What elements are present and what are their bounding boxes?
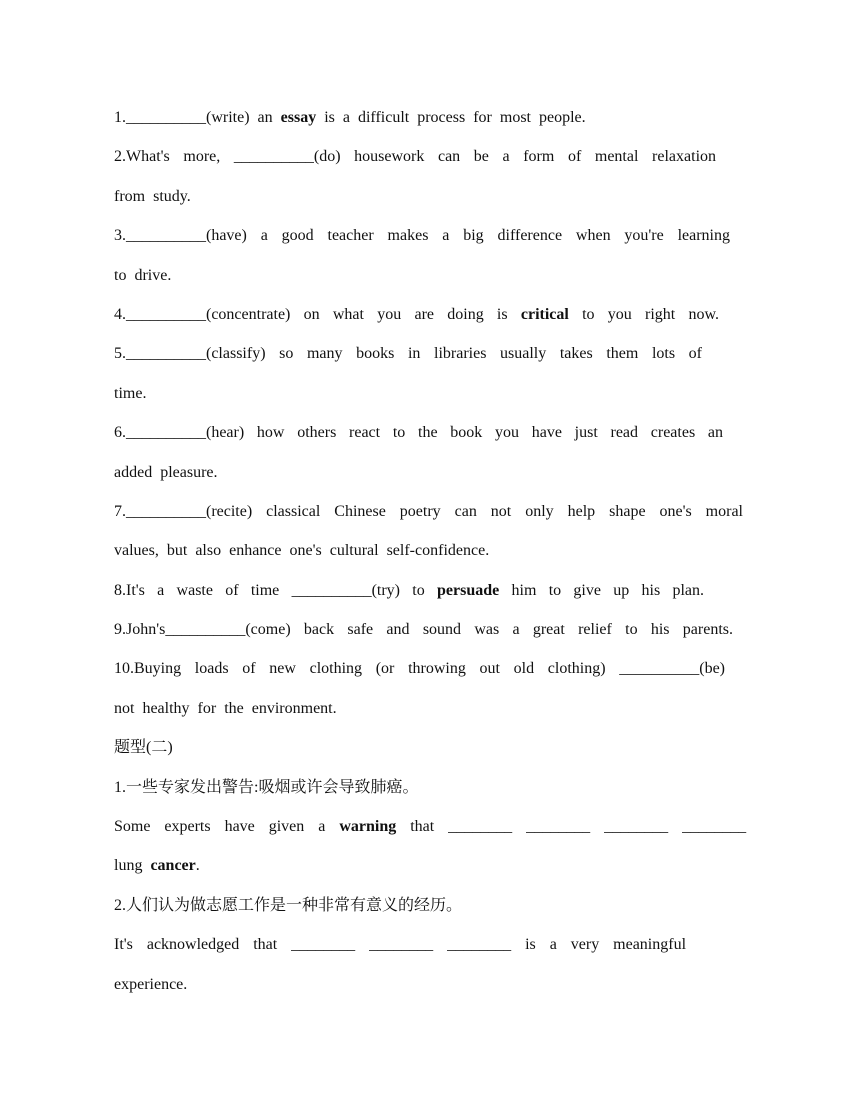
q1-hint: (write) [206,109,250,126]
q4-text-pre: (concentrate) on what you are doing is [206,305,508,323]
question-8 [114,571,704,610]
t1-chinese-sentence: 1.一些专家发出警告:吸烟或许会导致肺癌。 [114,778,419,796]
question-3-line-2 [114,256,746,295]
question-7-line-2 [114,531,746,570]
question-1 [114,98,746,137]
t2-blank-1: ________ [291,936,356,954]
t2-chinese-sentence: 2.人们认为做志愿工作是一种非常有意义的经历。 [114,896,463,914]
q7-text: (recite) classical Chinese poetry can not only help shape one's moral [206,502,743,520]
q8-text-pre: 8.It's a waste of time [114,581,280,599]
translation-1-line-1 [114,807,746,846]
t2-blank-2: ________ [369,936,434,954]
q2-text-post: housework can be a form of mental relaxation [354,148,717,166]
q1-text-post: is a difficult process for most people. [324,109,586,126]
translation-1-line-2 [114,846,746,885]
t1-continuation-pre: lung [114,857,143,875]
q5-text: (classify) so many books in libraries usually takes them lots of [206,345,702,363]
q7-number: 7. [114,502,126,520]
question-3-line-1 [114,216,730,255]
question-10-line-2 [114,689,746,728]
q6-text: (hear) how others react to the book you have just read creates an [206,424,723,442]
t1-blank-4: ________ [682,818,747,836]
question-10-line-1 [114,649,725,688]
q8-text-post: him to give up his plan. [511,581,705,599]
question-7-line-1 [114,492,743,531]
q10-text-pre: 10.Buying loads of new clothing (or throwing out old clothing) [114,660,606,678]
q5-continuation: time. [114,384,147,402]
t2-continuation: experience. [114,975,188,993]
section-title: 题型(二) [114,739,173,757]
t1-continuation-end: . [195,857,200,875]
q6-number: 6. [114,424,126,442]
q2-hint: (do) [313,148,341,166]
worksheet [114,98,746,1004]
q8-blank: __________ [291,581,372,599]
q1-number: 1. [114,109,126,126]
t2-blank-3: ________ [447,936,512,954]
t1-blank-3: ________ [604,818,669,836]
q10-blank: __________ [619,660,700,678]
q10-continuation: not healthy for the environment. [114,699,337,717]
question-6-line-2 [114,453,746,492]
translation-2-line-1 [114,925,686,964]
translation-2-chinese [114,886,746,925]
q5-blank: __________ [126,345,206,363]
q6-continuation: added pleasure. [114,463,218,481]
q4-number: 4. [114,305,126,323]
question-2-line-2 [114,177,746,216]
q1-blank: __________ [126,109,206,126]
t2-text-post: is a very meaningful [525,936,687,954]
q4-text-post: to you right now. [582,305,719,323]
q4-blank: __________ [126,305,206,323]
q4-keyword: critical [520,305,569,323]
t1-blank-1: ________ [448,818,513,836]
q9-text-pre: 9.John's [114,621,166,639]
q3-continuation: to drive. [114,266,172,284]
q2-number: 2. [114,148,126,166]
t1-blank-2: ________ [526,818,591,836]
translation-2-line-2 [114,965,746,1004]
q2-blank: __________ [233,148,314,166]
q6-blank: __________ [126,424,206,442]
question-9 [114,610,733,649]
question-4 [114,295,719,334]
q1-keyword: essay [280,109,317,126]
q8-hint: (try) to [371,581,425,599]
question-2-line-1 [114,137,716,176]
q1-text-pre: an [257,109,273,126]
q7-continuation: values, but also enhance one's cultural self-confidence. [114,542,490,560]
q3-text: (have) a good teacher makes a big difference when you're learning [206,227,730,245]
translation-1-chinese [114,768,746,807]
question-6-line-1 [114,413,723,452]
q5-number: 5. [114,345,126,363]
t1-text-pre: Some experts have given a [114,818,326,836]
question-5-line-1 [114,334,702,373]
q2-text-pre: What's more, [126,148,221,166]
t1-continuation-keyword: cancer [150,857,196,875]
t1-keyword: warning [339,818,397,836]
q3-number: 3. [114,227,126,245]
q2-continuation: from study. [114,187,191,205]
q7-blank: __________ [126,502,206,520]
q10-hint: (be) [699,660,725,678]
q3-blank: __________ [126,227,206,245]
q8-keyword: persuade [437,581,500,599]
section-heading [114,728,746,767]
question-5-line-2 [114,374,746,413]
t2-text-pre: It's acknowledged that [114,936,278,954]
q9-text-post: (come) back safe and sound was a great relief to his parents. [245,621,733,639]
t1-text-mid: that [410,818,435,836]
q9-blank: __________ [165,621,246,639]
